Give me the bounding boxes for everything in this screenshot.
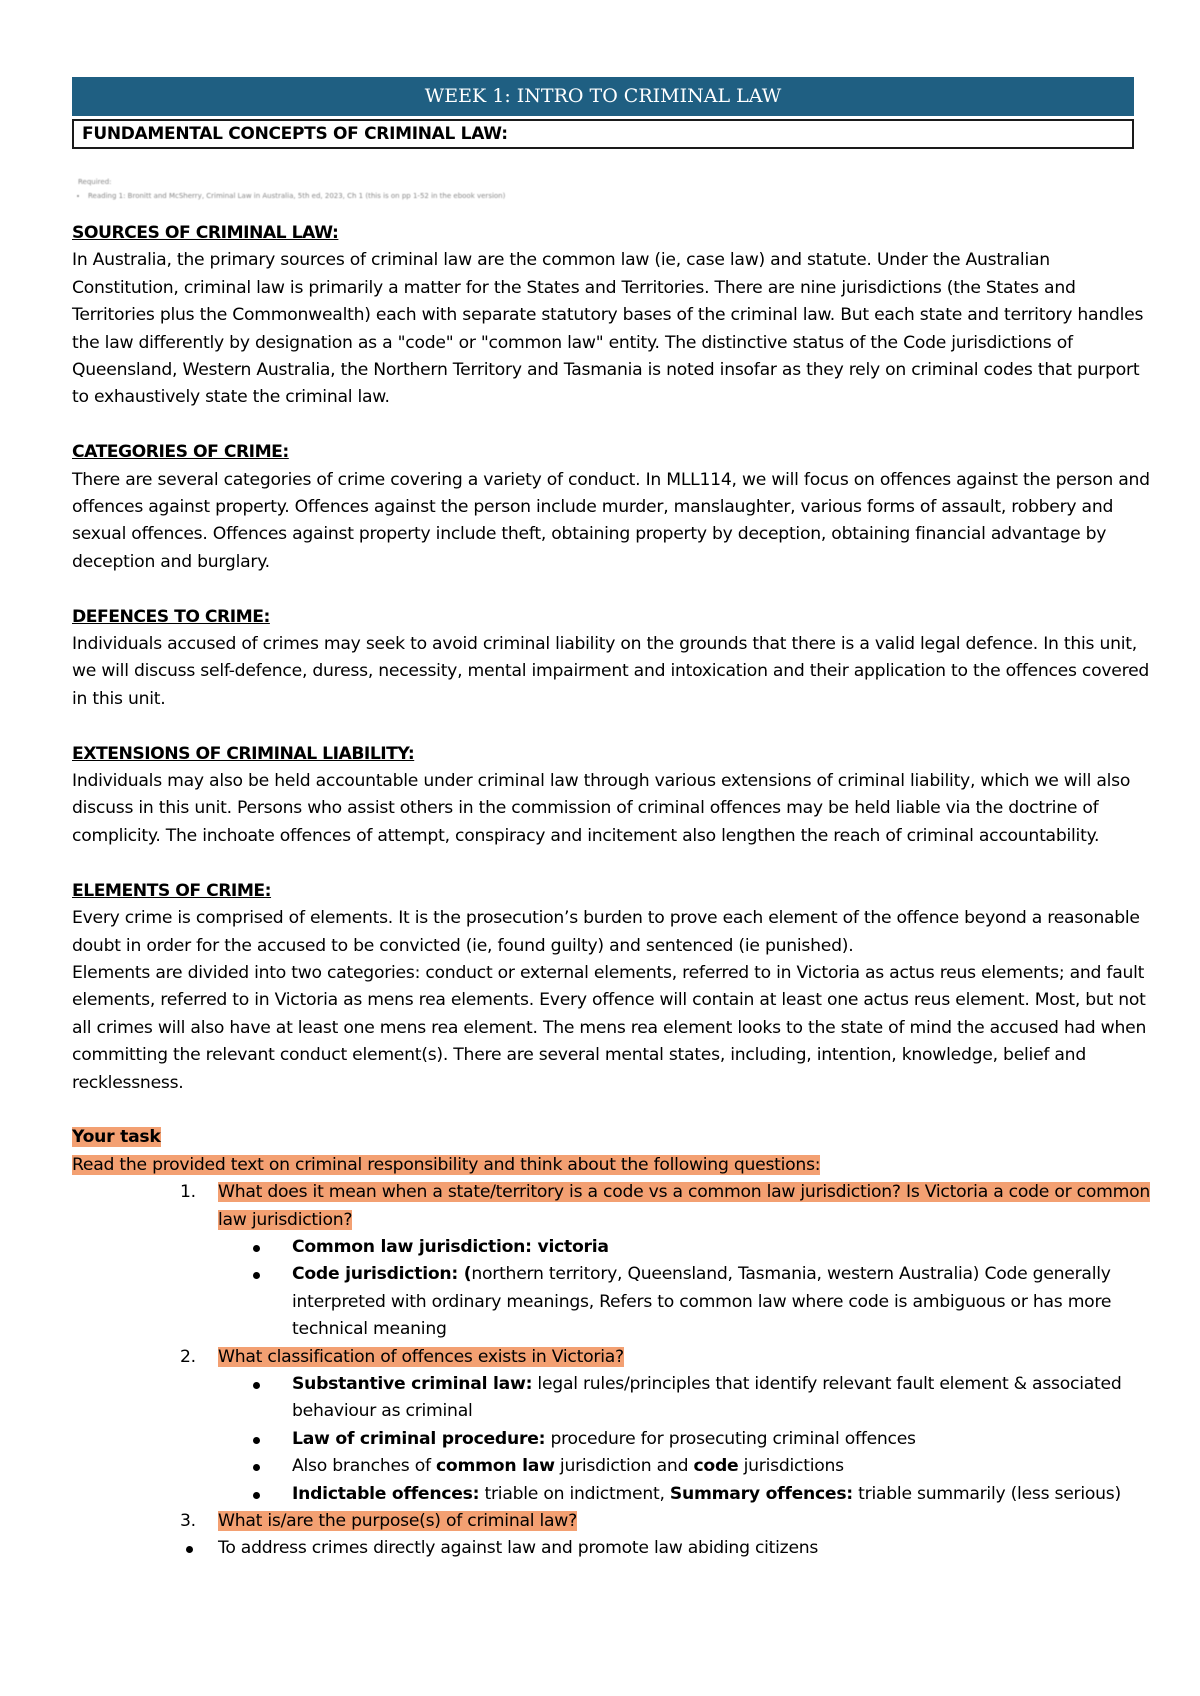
answer-item: Indictable offences: triable on indictment, Summary offences: triable summarily (less serious) bbox=[72, 1481, 1152, 1508]
answer-text: northern territory, Queensland, Tasmania, western Australia) Code generally interpreted with ordinary meanings, Refers to common law where code is ambiguous or has more technical meaning bbox=[292, 1264, 1112, 1340]
answer-text: legal rules/principles that identify relevant fault element & associated behaviour as criminal bbox=[292, 1373, 1122, 1422]
answer-label: Law of criminal procedure: bbox=[292, 1428, 546, 1449]
answer-list-1 bbox=[72, 1234, 1152, 1344]
answer-label: Common law jurisdiction: victoria bbox=[292, 1236, 609, 1257]
question-text: What is/are the purpose(s) of criminal law? bbox=[218, 1511, 577, 1532]
paragraph-elements-2: Elements are divided into two categories: conduct or external elements, referred to in Victoria as actus reus elements; and fault elements, referred to in Victoria as mens rea elements. Every offence will contain at least one actus reus element. Most, but not all crimes will also have at least one mens rea element. The mens rea element looks to the state of mind the accused had when committing the relevant conduct element(s). There are several mental states, including, intention, knowledge, belief and recklessness. bbox=[72, 962, 1147, 1093]
paragraph-extensions: Individuals may also be held accountable under criminal law through various extensions of criminal liability, which we will also discuss in this unit. Persons who assist others in the commission of criminal offences may be held liable via the doctrine of complicity. The inchoate offences of attempt, conspiracy and incitement also lengthen the reach of criminal accountability. bbox=[72, 771, 1131, 846]
answer-item bbox=[72, 1234, 1152, 1261]
answer-item bbox=[72, 1261, 1152, 1343]
question-list bbox=[72, 1179, 1152, 1234]
heading-defences: DEFENCES TO CRIME: bbox=[72, 606, 270, 627]
answer-label: Substantive criminal law: bbox=[292, 1373, 533, 1394]
question-number: 3. bbox=[180, 1511, 196, 1532]
question-number: 1. bbox=[180, 1182, 196, 1203]
paragraph-categories: There are several categories of crime covering a variety of conduct. In MLL114, we will focus on offences against the person and offences against property. Offences against the person include murder, manslaughter, various forms of assault, robbery and sexual offences. Offences against property include theft, obtaining property by deception, obtaining financial advantage by deception and burglary. bbox=[72, 469, 1150, 572]
question-text: What classification of offences exists in Victoria? bbox=[218, 1346, 624, 1367]
required-reading-note bbox=[78, 177, 538, 202]
week-banner: WEEK 1: INTRO TO CRIMINAL LAW bbox=[72, 77, 1134, 116]
question-2 bbox=[72, 1344, 1152, 1371]
section-title: FUNDAMENTAL CONCEPTS OF CRIMINAL LAW: bbox=[72, 119, 1134, 149]
task-title: Your task bbox=[72, 1127, 161, 1148]
heading-elements: ELEMENTS OF CRIME: bbox=[72, 880, 272, 901]
heading-extensions: EXTENSIONS OF CRIMINAL LIABILITY: bbox=[72, 743, 415, 764]
answer-label: Code jurisdiction: ( bbox=[292, 1264, 472, 1285]
answer-3: To address crimes directly against law and promote law abiding citizens bbox=[72, 1535, 1152, 1562]
answer-item bbox=[72, 1371, 1152, 1426]
heading-sources: SOURCES OF CRIMINAL LAW: bbox=[72, 223, 339, 243]
task-intro: Read the provided text on criminal responsibility and think about the following questions: bbox=[72, 1154, 821, 1175]
heading-categories: CATEGORIES OF CRIME: bbox=[72, 442, 289, 463]
paragraph-sources: In Australia, the primary sources of criminal law are the common law (ie, case law) and statute. Under the Australian Constitution, criminal law is primarily a matter for the States and Territories. There are nine jurisdictions (the States and Territories plus the Commonwealth) each with separate statutory bases of the criminal law. But each state and territory handles the law differently by designation as a "code" or "common law" entity. The distinctive status of the Code jurisdictions of Queensland, Western Australia, the Northern Territory and Tasmania is noted insofar as they rely on criminal codes that purport to exhaustively state the criminal law. bbox=[72, 250, 1144, 408]
answer-item: Also branches of common law jurisdiction and code jurisdictions bbox=[72, 1453, 1152, 1480]
required-label: Required: bbox=[78, 178, 112, 186]
paragraph-defences: Individuals accused of crimes may seek to avoid criminal liability on the grounds that there is a valid legal defence. In this unit, we will discuss self-defence, duress, necessity, mental impairment and intoxication and their application to the offences covered in this unit. bbox=[72, 634, 1150, 709]
question-1 bbox=[72, 1179, 1152, 1234]
question-number: 2. bbox=[180, 1346, 196, 1367]
paragraph-elements-1: Every crime is comprised of elements. It is the prosecution’s burden to prove each element of the offence beyond a reasonable doubt in order for the accused to be convicted (ie, found guilty) and sentenced (ie punished). bbox=[72, 908, 1140, 956]
document-body bbox=[72, 220, 1152, 1563]
answer-text: procedure for prosecuting criminal offences bbox=[545, 1428, 916, 1449]
answer-item bbox=[72, 1426, 1152, 1453]
question-3 bbox=[72, 1508, 1152, 1535]
answer-list-2 bbox=[72, 1371, 1152, 1508]
required-item: • Reading 1: Bronitt and McSherry, Criminal Law in Australia, 5th ed, 2023, Ch 1 (this is on pp 1-52 in the ebook version) bbox=[88, 191, 538, 202]
question-text: What does it mean when a state/territory is a code vs a common law jurisdiction? Is Victoria a code or common law jurisdiction? bbox=[218, 1182, 1151, 1230]
